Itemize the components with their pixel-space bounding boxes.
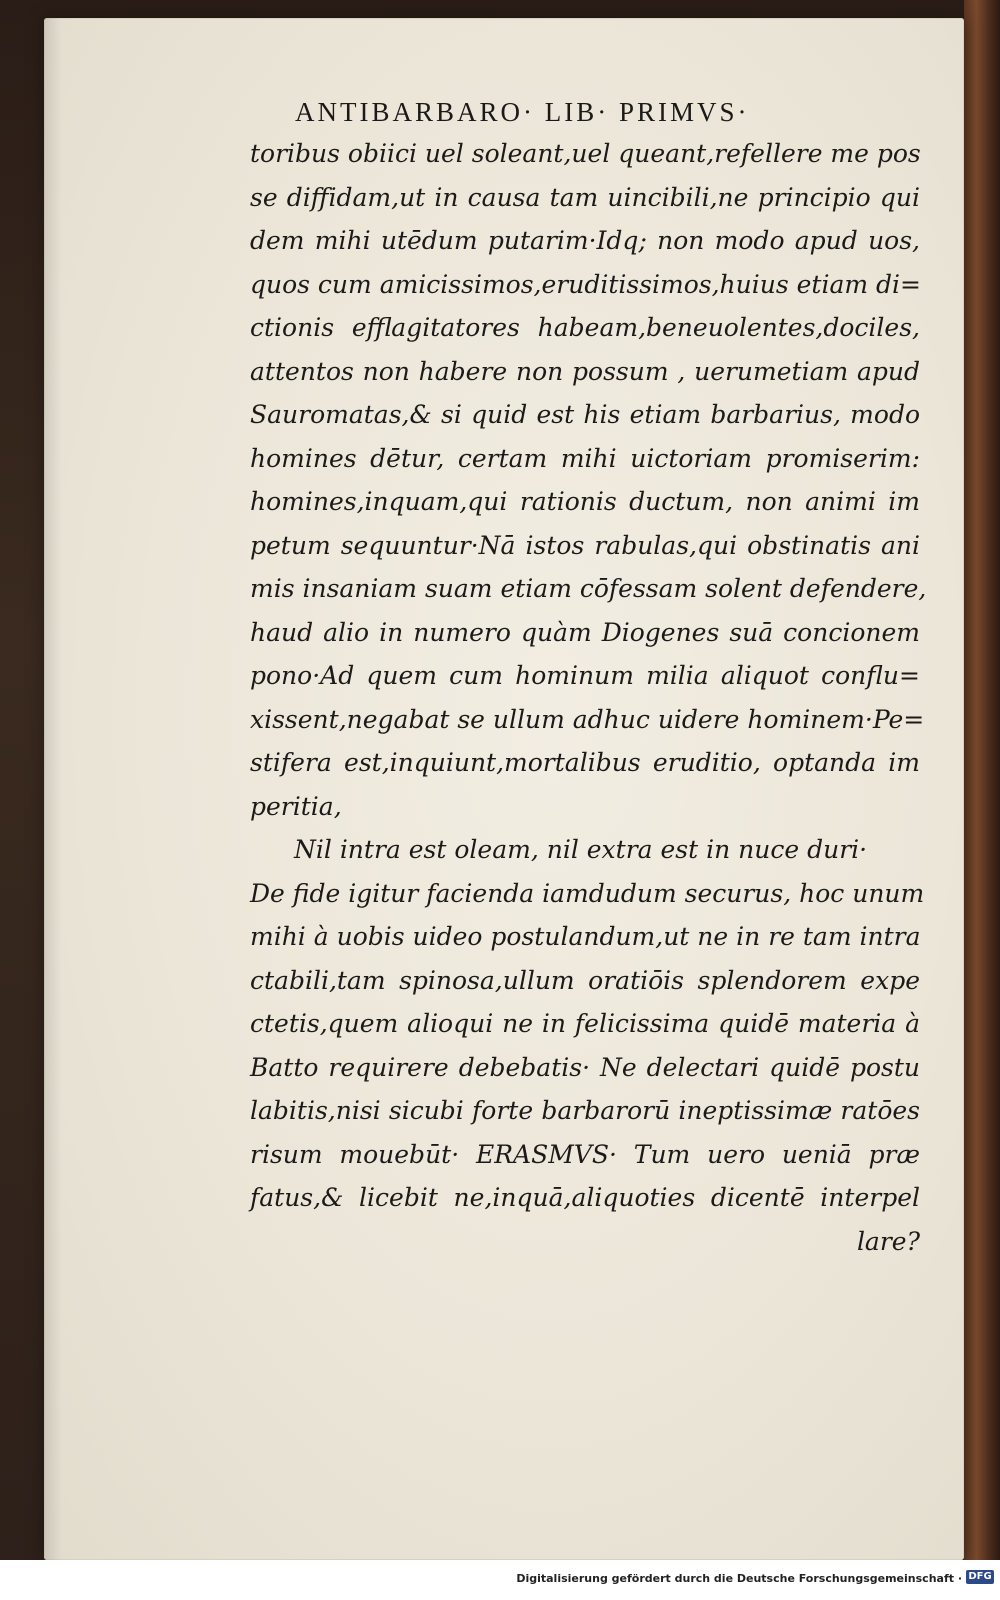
text-line: quos cum amicissimos,eruditissimos,huius etiam di= (250, 269, 921, 299)
text-line: homines,inquam,qui rationis ductum, non animi im (250, 487, 920, 516)
text-line: risum mouebūt· ERASMVS· Tum uero ueniā præ (250, 1139, 920, 1169)
funding-credit: Digitalisierung gefördert durch die Deutsche Forschungsgemeinschaft · (516, 1572, 962, 1585)
text-line: ctionis efflagitatores habeam,beneuolentes,dociles, (250, 313, 920, 342)
text-line: haud alio in numero quàm Diogenes suā concionem (250, 617, 920, 647)
text-line: labitis,nisi sicubi forte barbarorū ineptissimæ ratōes (250, 1096, 920, 1125)
text-line: peritia, (250, 791, 342, 821)
catchword-line: lare? (856, 1226, 920, 1256)
text-line: De fide igitur facienda iamdudum securus, hoc unum (250, 878, 925, 908)
text-block (250, 92, 927, 1263)
text-line: petum sequuntur·Nā istos rabulas,qui obstinatis ani (250, 530, 920, 560)
text-line: Batto requirere debebatis· Ne delectari quidē postu (250, 1052, 920, 1082)
verse-quotation: Nil intra est oleam, nil extra est in nuce duri· (294, 835, 868, 864)
page-gutter-shadow (44, 18, 62, 1560)
text-line: xissent,negabat se ullum adhuc uidere hominem·Pe= (250, 704, 925, 734)
text-line: Sauromatas,& si quid est his etiam barbarius, modo (250, 400, 920, 429)
digitization-footer (0, 1560, 1000, 1600)
text-line: stifera est,inquiunt,mortalibus eruditio, optanda im (250, 748, 920, 777)
text-line: attentos non habere non possum , uerumetiam apud (250, 356, 920, 386)
text-line: homines dētur, certam mihi uictoriam promiserim: (250, 443, 920, 473)
text-line: toribus obiici uel soleant,uel queant,refellere me pos (250, 139, 921, 168)
text-line: mis insaniam suam etiam cōfessam solent defendere, (250, 574, 927, 603)
running-header: ANTIBARBARO· LIB· PRIMVS· (295, 97, 750, 127)
text-line: fatus,& licebit ne,inquā,aliquoties dicentē interpel (250, 1183, 920, 1212)
text-line: mihi à uobis uideo postulandum,ut ne in re tam intra (250, 922, 921, 951)
book-binding-edge (964, 0, 1000, 1600)
text-line: pono·Ad quem cum hominum milia aliquot conflu= (250, 661, 920, 690)
text-line: ctabili,tam spinosa,ullum oratiōis splendorem expe (250, 965, 920, 995)
text-line: se diffidam,ut in causa tam uincibili,ne principio qui (250, 182, 920, 212)
dfg-logo: DFG (966, 1570, 994, 1584)
text-line: dem mihi utēdum putarim·Idq; non modo apud uos, (250, 226, 920, 255)
text-line: ctetis,quem alioqui ne in felicissima quidē materia à (250, 1009, 920, 1038)
